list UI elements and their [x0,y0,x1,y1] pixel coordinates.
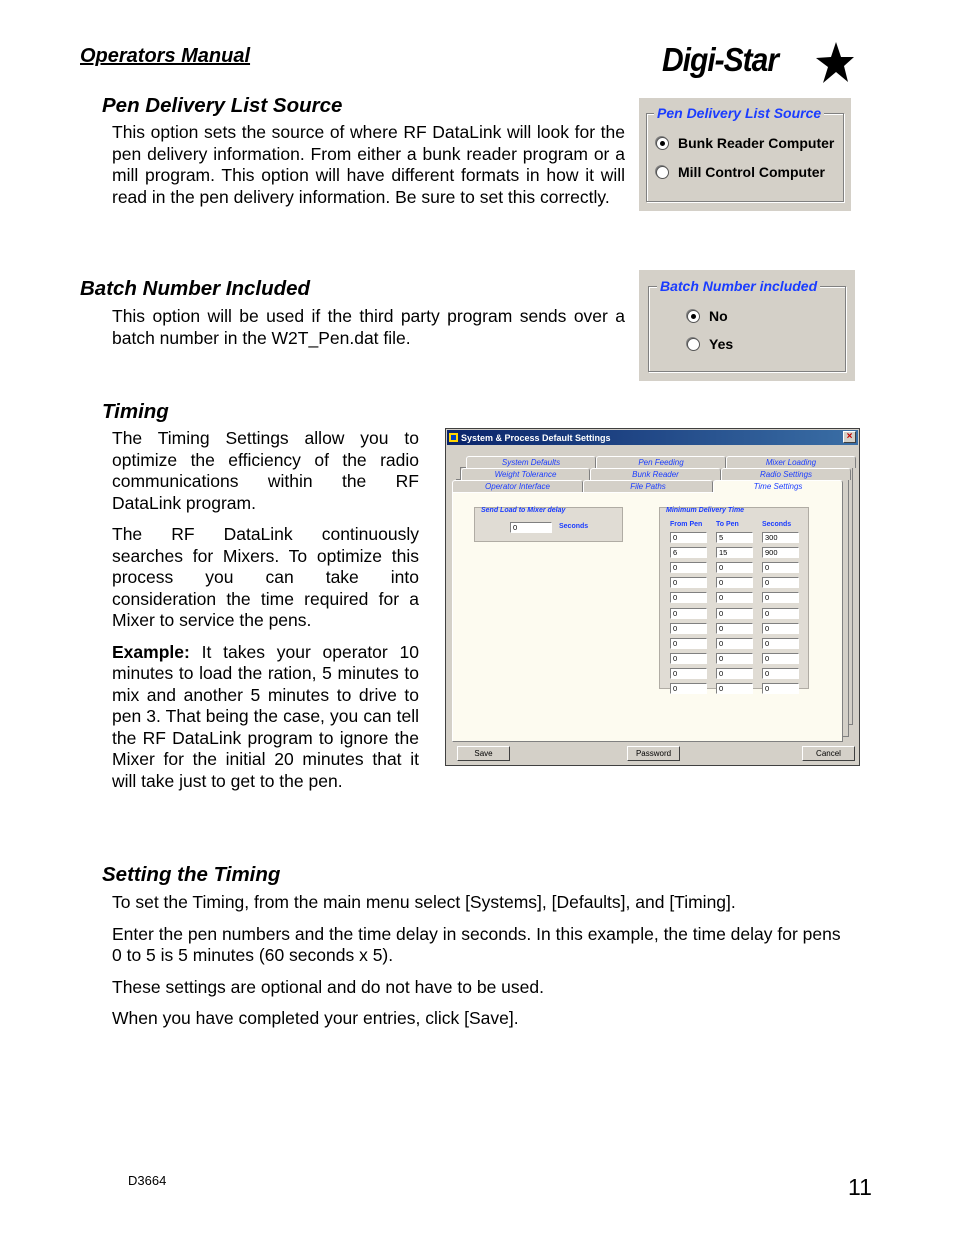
col-from-pen: From Pen [670,521,703,528]
seconds-input[interactable]: 0 [762,562,799,573]
to-pen-input[interactable]: 0 [716,683,753,694]
pen-source-panel [639,98,851,211]
setting-timing-p3: These settings are optional and do not have to be used. [112,976,544,997]
radio-label: Yes [709,336,734,352]
tab-weight-tolerance[interactable]: Weight Tolerance [461,468,590,480]
close-icon[interactable]: × [843,431,856,443]
to-pen-input[interactable]: 15 [716,547,753,558]
setting-timing-p4: When you have completed your entries, click [Save]. [112,1008,519,1028]
batch-body: This option will be used if the third party program sends over a batch number in the W2T_Pen.dat file. [112,306,625,348]
radio-yes[interactable] [687,336,733,352]
timing-p1: The Timing Settings allow you to optimize the efficiency of the radio communications within the RF DataLink program. [112,428,419,513]
min-delivery-panel [659,507,809,693]
example-label: Example: [112,641,190,662]
setting-timing-heading: Setting the Timing [102,863,281,886]
batch-panel [639,270,855,381]
from-pen-input[interactable]: 0 [670,608,707,619]
cancel-button[interactable]: Cancel [802,746,855,761]
radio-selected-icon [656,137,669,150]
batch-legend: Batch Number included [657,278,820,294]
save-button[interactable]: Save [457,746,510,761]
timing-p2: The RF DataLink continuously searches for Mixers. To optimize this process you can take into consideration the time required for a Mixer to service the pens. [112,524,419,630]
to-pen-input[interactable]: 0 [716,562,753,573]
radio-label: No [709,308,728,324]
to-pen-input[interactable]: 0 [716,608,753,619]
digi-star-logo [662,42,854,88]
dialog-title: System & Process Default Settings [461,432,611,443]
radio-unselected-icon [656,166,669,179]
radio-no[interactable] [687,308,728,324]
time-settings-page [452,492,843,742]
batch-groupbox [648,286,846,372]
from-pen-input[interactable]: 0 [670,638,707,649]
radio-bunk-reader[interactable] [656,135,834,151]
send-load-panel [474,507,623,542]
seconds-input[interactable]: 0 [762,577,799,588]
to-pen-input[interactable]: 5 [716,532,753,543]
settings-dialog [445,428,860,766]
seconds-input[interactable]: 300 [762,532,799,543]
password-button[interactable]: Password [627,746,680,761]
seconds-input[interactable]: 0 [762,638,799,649]
radio-label: Mill Control Computer [678,164,825,180]
col-to-pen: To Pen [716,521,739,528]
from-pen-input[interactable]: 0 [670,532,707,543]
from-pen-input[interactable]: 0 [670,562,707,573]
seconds-input[interactable]: 0 [762,653,799,664]
tab-time-settings[interactable]: Time Settings [713,480,843,493]
seconds-label: Seconds [559,523,589,530]
seconds-input[interactable]: 0 [762,683,799,694]
col-seconds: Seconds [762,521,792,528]
tab-radio-settings[interactable]: Radio Settings [721,468,851,480]
timing-p3 [112,642,419,793]
pen-source-legend: Pen Delivery List Source [654,105,824,121]
app-icon [449,433,458,442]
batch-heading: Batch Number Included [80,277,311,300]
star-icon [810,42,854,86]
seconds-input[interactable]: 0 [762,668,799,679]
radio-mill-control[interactable] [656,164,825,180]
tab-file-paths[interactable]: File Paths [583,480,713,492]
radio-label: Bunk Reader Computer [678,135,835,151]
example-text: It takes your operator 10 minutes to load the ration, 5 minutes to mix and another 5 minutes to drive to pen 3. That being the case, you can tell the RF DataLink program to ignore the Mixer for the initial 20 minutes that it will take just to get to the pen. [112,641,419,791]
tab-operator-interface[interactable]: Operator Interface [452,480,583,492]
tab-mixer-loading[interactable]: Mixer Loading [726,456,856,468]
from-pen-input[interactable]: 0 [670,592,707,603]
setting-timing-p2: Enter the pen numbers and the time delay in seconds. In this example, the time delay for pens 0 to 5 is 5 minutes (60 seconds x 5). [112,923,841,965]
to-pen-input[interactable]: 0 [716,638,753,649]
seconds-input[interactable]: 0 [762,623,799,634]
tab-pen-feeding[interactable]: Pen Feeding [596,456,726,468]
min-delivery-legend: Minimum Delivery Time [666,507,745,514]
from-pen-input[interactable]: 0 [670,577,707,588]
send-load-legend: Send Load to Mixer delay [481,507,566,514]
dialog-titlebar [447,430,858,445]
radio-unselected-icon [687,338,700,351]
setting-timing-p1: To set the Timing, from the main menu select [Systems], [Defaults], and [Timing]. [112,892,736,912]
radio-selected-icon [687,310,700,323]
page-number: 11 [848,1174,872,1200]
seconds-input[interactable]: 0 [762,608,799,619]
pen-source-body: This option sets the source of where RF DataLink will look for the pen delivery information. From either a bunk reader program or a mill program. This option will have different formats in how it will read in the pen delivery information. Be sure to set this correctly. [112,122,625,207]
to-pen-input[interactable]: 0 [716,623,753,634]
seconds-input[interactable]: 900 [762,547,799,558]
tab-bunk-reader[interactable]: Bunk Reader [590,468,721,480]
pen-source-heading: Pen Delivery List Source [102,94,343,117]
setting-timing-body [112,892,854,1040]
timing-body [112,428,419,802]
to-pen-input[interactable]: 0 [716,653,753,664]
to-pen-input[interactable]: 0 [716,592,753,603]
from-pen-input[interactable]: 0 [670,653,707,664]
from-pen-input[interactable]: 0 [670,668,707,679]
logo-text: Digi-Star [662,42,779,79]
send-load-input[interactable]: 0 [510,522,552,533]
tab-system-defaults[interactable]: System Defaults [466,456,596,468]
from-pen-input[interactable]: 0 [670,683,707,694]
timing-heading: Timing [102,400,169,423]
seconds-input[interactable]: 0 [762,592,799,603]
to-pen-input[interactable]: 0 [716,577,753,588]
from-pen-input[interactable]: 0 [670,623,707,634]
manual-title: Operators Manual [80,45,251,67]
document-code: D3664 [128,1173,167,1188]
to-pen-input[interactable]: 0 [716,668,753,679]
from-pen-input[interactable]: 6 [670,547,707,558]
pen-source-groupbox [646,113,844,202]
